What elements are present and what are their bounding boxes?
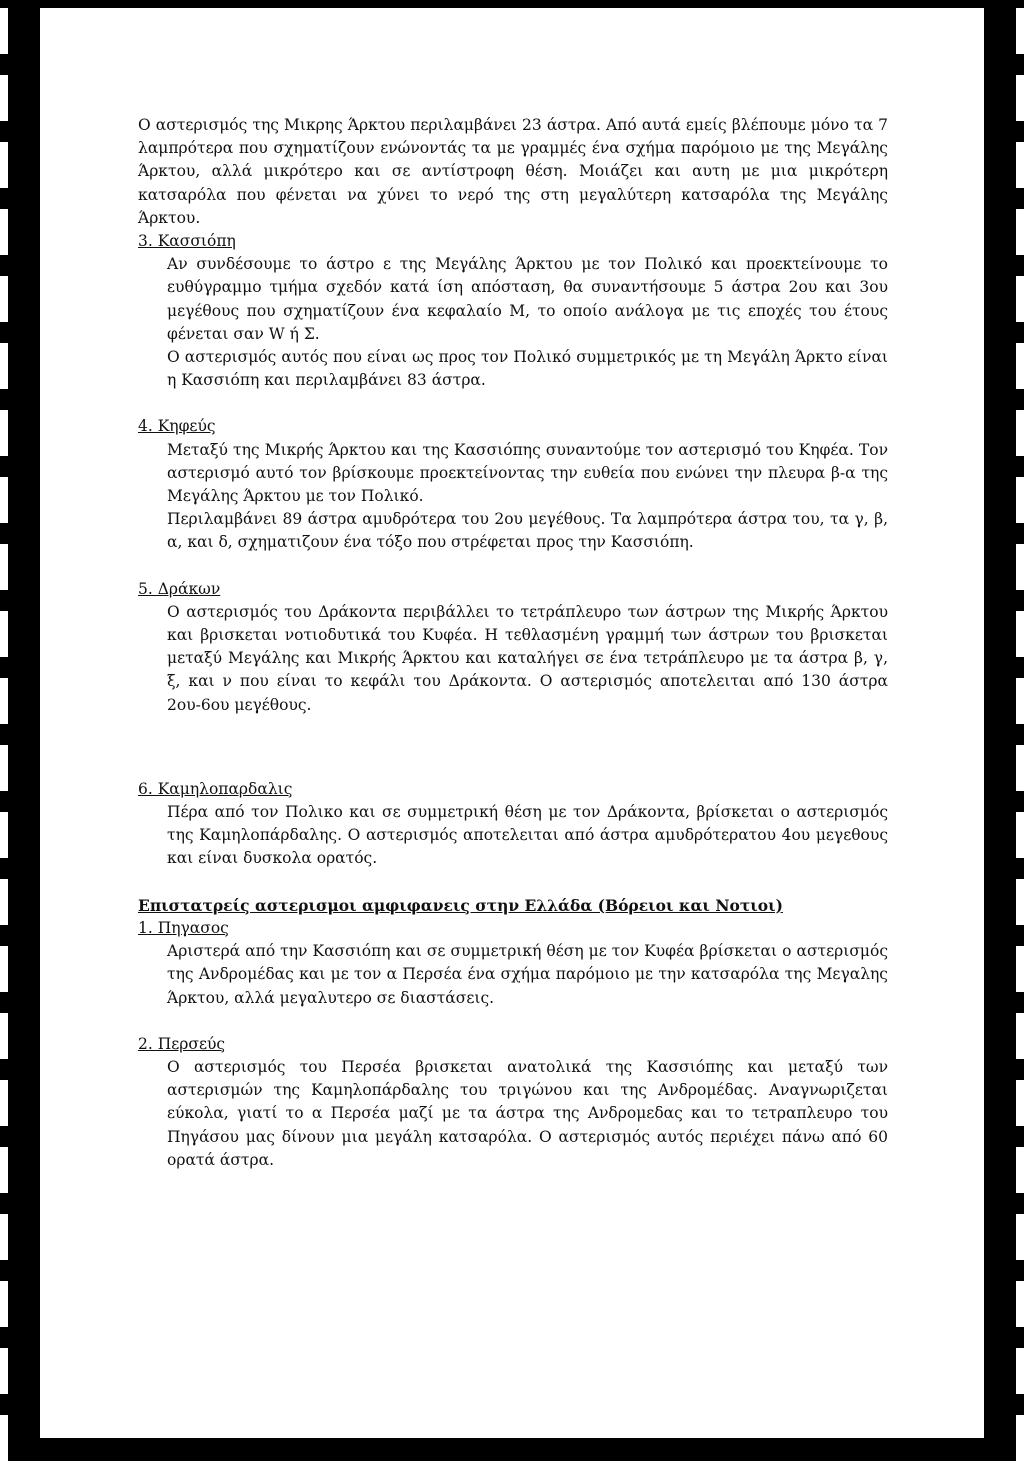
document-body <box>138 114 888 1195</box>
film-strip-right <box>1016 0 1024 1446</box>
section-heading: 2. Περσεύς <box>138 1034 226 1053</box>
film-sprocket-hole <box>1016 1147 1024 1193</box>
film-sprocket-hole <box>0 678 8 724</box>
section-kassiopi <box>138 230 888 392</box>
section-paragraph: Πέρα από τον Πολικο και σε συμμετρική θέση με τον Δράκοντα, βρίσκεται ο αστερισμός της Καμηλοπάρδαλης. Ο αστερισμός αποτελειται από άστρα αμυδρότερατου 4ου μεγεθους και είναι δυσκολα ορατός. <box>167 803 888 868</box>
film-sprocket-hole <box>1016 1080 1024 1126</box>
section-heading: 6. Καμηλοπαρδαλις <box>138 779 293 798</box>
section-kifeus <box>138 415 888 554</box>
film-sprocket-hole <box>0 946 8 992</box>
film-sprocket-hole <box>1016 1013 1024 1059</box>
section-paragraph: Ο αστερισμός του Περσέα βρισκεται ανατολικά της Κασσιόπης και μεταξύ των αστερισμών της Καμηλοπάρδαλης του τριγώνου και της Ανδρομέδας. Αναγνωριζεται εύκολα, γιατί το α Περσέα μαζί με τα άστρα της Ανδρομεδας και το τετραπλευρο του Πηγάσου μας δίνουν μια μεγάλη κατσαρόλα. Ο αστερισμός αυτός περιέχει πάνω από 60 ορατά άστρα. <box>167 1057 888 1169</box>
section-paragraph: Ο αστερισμός αυτός που είναι ως προς τον Πολικό συμμετρικός με τη Μεγάλη Άρκτο είναι η Κασσιόπη και περιλαμβάνει 83 άστρα. <box>167 348 888 390</box>
film-sprocket-hole <box>1016 745 1024 791</box>
special-heading: Επιστατρείς αστερισμοι αμφιφανεις στην Ελλάδα (Βόρειοι και Νοτιοι) <box>138 895 783 915</box>
section-pigasos <box>138 917 888 1010</box>
film-sprocket-hole <box>1016 209 1024 255</box>
film-sprocket-hole <box>1016 1281 1024 1327</box>
film-sprocket-hole <box>1016 678 1024 724</box>
film-sprocket-hole <box>0 1013 8 1059</box>
film-sprocket-hole <box>0 1281 8 1327</box>
film-sprocket-hole <box>1016 1214 1024 1260</box>
section-perseus <box>138 1033 888 1172</box>
film-sprocket-hole <box>0 1348 8 1394</box>
film-sprocket-hole <box>1016 142 1024 188</box>
film-sprocket-hole <box>0 544 8 590</box>
film-sprocket-hole <box>0 1214 8 1260</box>
film-sprocket-hole <box>0 812 8 858</box>
film-sprocket-hole <box>0 611 8 657</box>
spacer <box>138 740 888 778</box>
section-heading: 5. Δράκων <box>138 579 221 598</box>
film-sprocket-hole <box>1016 8 1024 54</box>
film-sprocket-hole <box>1016 75 1024 121</box>
film-sprocket-hole <box>1016 1348 1024 1394</box>
section-heading: 1. Πηγασος <box>138 918 229 937</box>
film-sprocket-hole <box>1016 611 1024 657</box>
film-sprocket-hole <box>0 209 8 255</box>
top-edge-mark <box>88 8 158 10</box>
top-edge-mark <box>380 8 410 10</box>
film-sprocket-hole <box>0 1415 8 1461</box>
document-page <box>40 8 984 1438</box>
film-sprocket-hole <box>1016 812 1024 858</box>
film-sprocket-hole <box>1016 1415 1024 1461</box>
section-kamilopardalis <box>138 778 888 871</box>
top-edge-mark <box>295 8 340 10</box>
film-sprocket-hole <box>0 477 8 523</box>
film-sprocket-hole <box>0 343 8 389</box>
film-sprocket-hole <box>1016 477 1024 523</box>
section-paragraph: Περιλαμβάνει 89 άστρα αμυδρότερα του 2ου μεγέθους. Τα λαμπρότερα άστρα του, τα γ, β, α, και δ, σχηματιζουν ένα τόξο που στρέφεται προς την Κασσιόπη. <box>167 510 888 552</box>
section-heading: 3. Κασσιόπη <box>138 232 236 251</box>
film-sprocket-hole <box>1016 544 1024 590</box>
intro-paragraph: Ο αστερισμός της Μικρης Άρκτου περιλαμβάνει 23 άστρα. Από αυτά εμείς βλέπουμε μόνο τα 7 λαμπρότερα που σχηματίζουν ενώνοντάς τα με γραμμές ένα σχήμα παρόμοιο με της Μεγάλης Άρκτου, αλλά μικρότερο και σε αντίστροφη θέση. Μοιάζει και αυτη με μια μικρότερη κατσαρόλα που φένεται να χύνει το νερό της στη μεγαλύτερη κατσαρόλα της Μεγάλης Άρκτου. <box>138 116 888 227</box>
film-sprocket-hole <box>1016 343 1024 389</box>
section-paragraph: Ο αστερισμός του Δράκοντα περιβάλλει το τετράπλευρο των άστρων της Μικρής Άρκτου και βρισκεται νοτιοδυτικά του Κυφέα. Η τεθλασμένη γραμμή των άστρων του βρισκεται μεταξύ Μεγάλης και Μικρής Άρκτου και καταλήγει σε ένα τετράπλευρο με τα άστρα β, γ, ξ, και ν που είναι το κεφάλι του Δράκοντα. Ο αστερισμός αποτελειται από 130 άστρα 2ου-6ου μεγέθους. <box>167 602 888 714</box>
film-sprocket-hole <box>0 276 8 322</box>
film-sprocket-hole <box>0 745 8 791</box>
film-sprocket-hole <box>1016 946 1024 992</box>
section-paragraph: Αν συνδέσουμε το άστρο ε της Μεγάλης Άρκτου με τον Πολικό και προεκτείνουμε το ευθύγραμμο τμήμα σχεδόν κατά ίση απόσταση, θα συναντήσουμε 5 άστρα 2ου και 3ου μεγέθους που σχηματίζουν ένα κεφαλαίο Μ, το οποίο ανάλογα με τις εποχές του έτους φένεται σαν W ή Σ. <box>167 255 888 343</box>
film-sprocket-hole <box>0 879 8 925</box>
film-sprocket-hole <box>0 8 8 54</box>
film-sprocket-hole <box>0 142 8 188</box>
film-sprocket-hole <box>0 1147 8 1193</box>
film-sprocket-hole <box>0 75 8 121</box>
section-heading: 4. Κηφεύς <box>138 417 216 436</box>
section-drakon <box>138 578 888 717</box>
film-sprocket-hole <box>0 410 8 456</box>
section-paragraph: Αριστερά από την Κασσιόπη και σε συμμετρική θέση με τον Κυφέα βρίσκεται ο αστερισμός της Ανδρομέδας και με τον α Περσέα ένα σχήμα παρόμοιο με την κατσαρόλα της Μεγαλης Άρκτου, αλλά μεγαλυτερο σε διαστάσεις. <box>167 942 888 1007</box>
section-paragraph: Μεταξύ της Μικρής Άρκτου και της Κασσιόπης συναντούμε τον αστερισμό του Κηφέα. Τον αστερισμό αυτό τον βρίσκουμε προεκτείνοντας την ευθεία που ενώνει την πλευρα β-α της Μεγάλης Άρκτου με τον Πολικό. <box>167 440 888 506</box>
film-sprocket-hole <box>1016 879 1024 925</box>
film-sprocket-hole <box>0 1080 8 1126</box>
film-sprocket-hole <box>1016 410 1024 456</box>
film-sprocket-hole <box>1016 276 1024 322</box>
film-strip-left <box>0 0 8 1446</box>
